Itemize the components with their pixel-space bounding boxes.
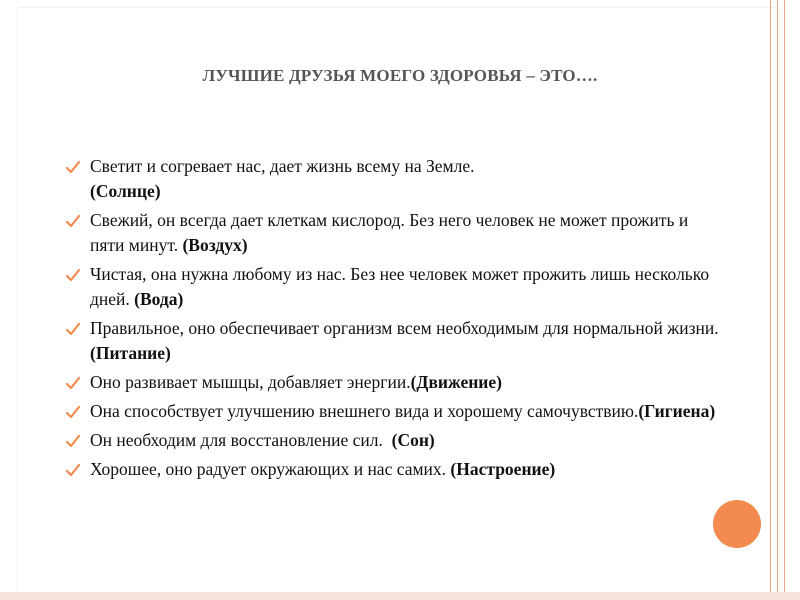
checkmark-icon (66, 322, 80, 336)
bottom-strip (0, 592, 800, 600)
list-item (66, 316, 726, 366)
checkmark-icon (66, 268, 80, 282)
list-item (66, 457, 726, 482)
list-item (66, 428, 726, 453)
checkmark-icon (66, 463, 80, 477)
item-answer: (Вода) (134, 289, 184, 309)
checkmark-icon (66, 214, 80, 228)
item-text: Светит и согревает нас, дает жизнь всему на Земле. (90, 156, 475, 176)
item-answer: (Гигиена) (638, 401, 716, 421)
decorative-border-line (784, 0, 785, 600)
item-answer: (Воздух) (182, 235, 248, 255)
item-text: Свежий, он всегда дает клеткам кислород. Без него человек не может прожить и пяти минут. (90, 210, 689, 255)
item-answer: (Солнце) (90, 181, 161, 201)
checkmark-icon (66, 160, 80, 174)
item-answer: (Питание) (90, 343, 171, 363)
decorative-border-line (777, 0, 778, 600)
list-item (66, 399, 726, 424)
item-text: Он необходим для восстановление сил. (90, 430, 383, 450)
item-answer: (Настроение) (450, 459, 556, 479)
item-answer: (Сон) (391, 430, 435, 450)
item-text: Правильное, оно обеспечивает организм всем необходимым для нормальной жизни. (90, 318, 719, 338)
checkmark-icon (66, 434, 80, 448)
item-text: Она способствует улучшению внешнего вида и хорошему самочувствию. (90, 401, 639, 421)
checkmark-icon (66, 405, 80, 419)
item-text: Хорошее, оно радует окружающих и нас самих. (90, 459, 447, 479)
bullet-list (66, 154, 726, 486)
item-text: Оно развивает мышцы, добавляет энергии. (90, 372, 411, 392)
list-item (66, 262, 726, 312)
slide (18, 8, 780, 592)
list-item (66, 208, 726, 258)
list-item (66, 154, 726, 204)
decorative-border-line (770, 0, 771, 600)
item-text: Чистая, она нужна любому из нас. Без нее человек может прожить лишь несколько дней. (90, 264, 710, 309)
slide-title: ЛУЧШИЕ ДРУЗЬЯ МОЕГО ЗДОРОВЬЯ – ЭТО…. (202, 66, 598, 85)
item-answer: (Движение) (410, 372, 502, 392)
list-item (66, 370, 726, 395)
checkmark-icon (66, 376, 80, 390)
orange-circle-decoration (713, 500, 761, 548)
